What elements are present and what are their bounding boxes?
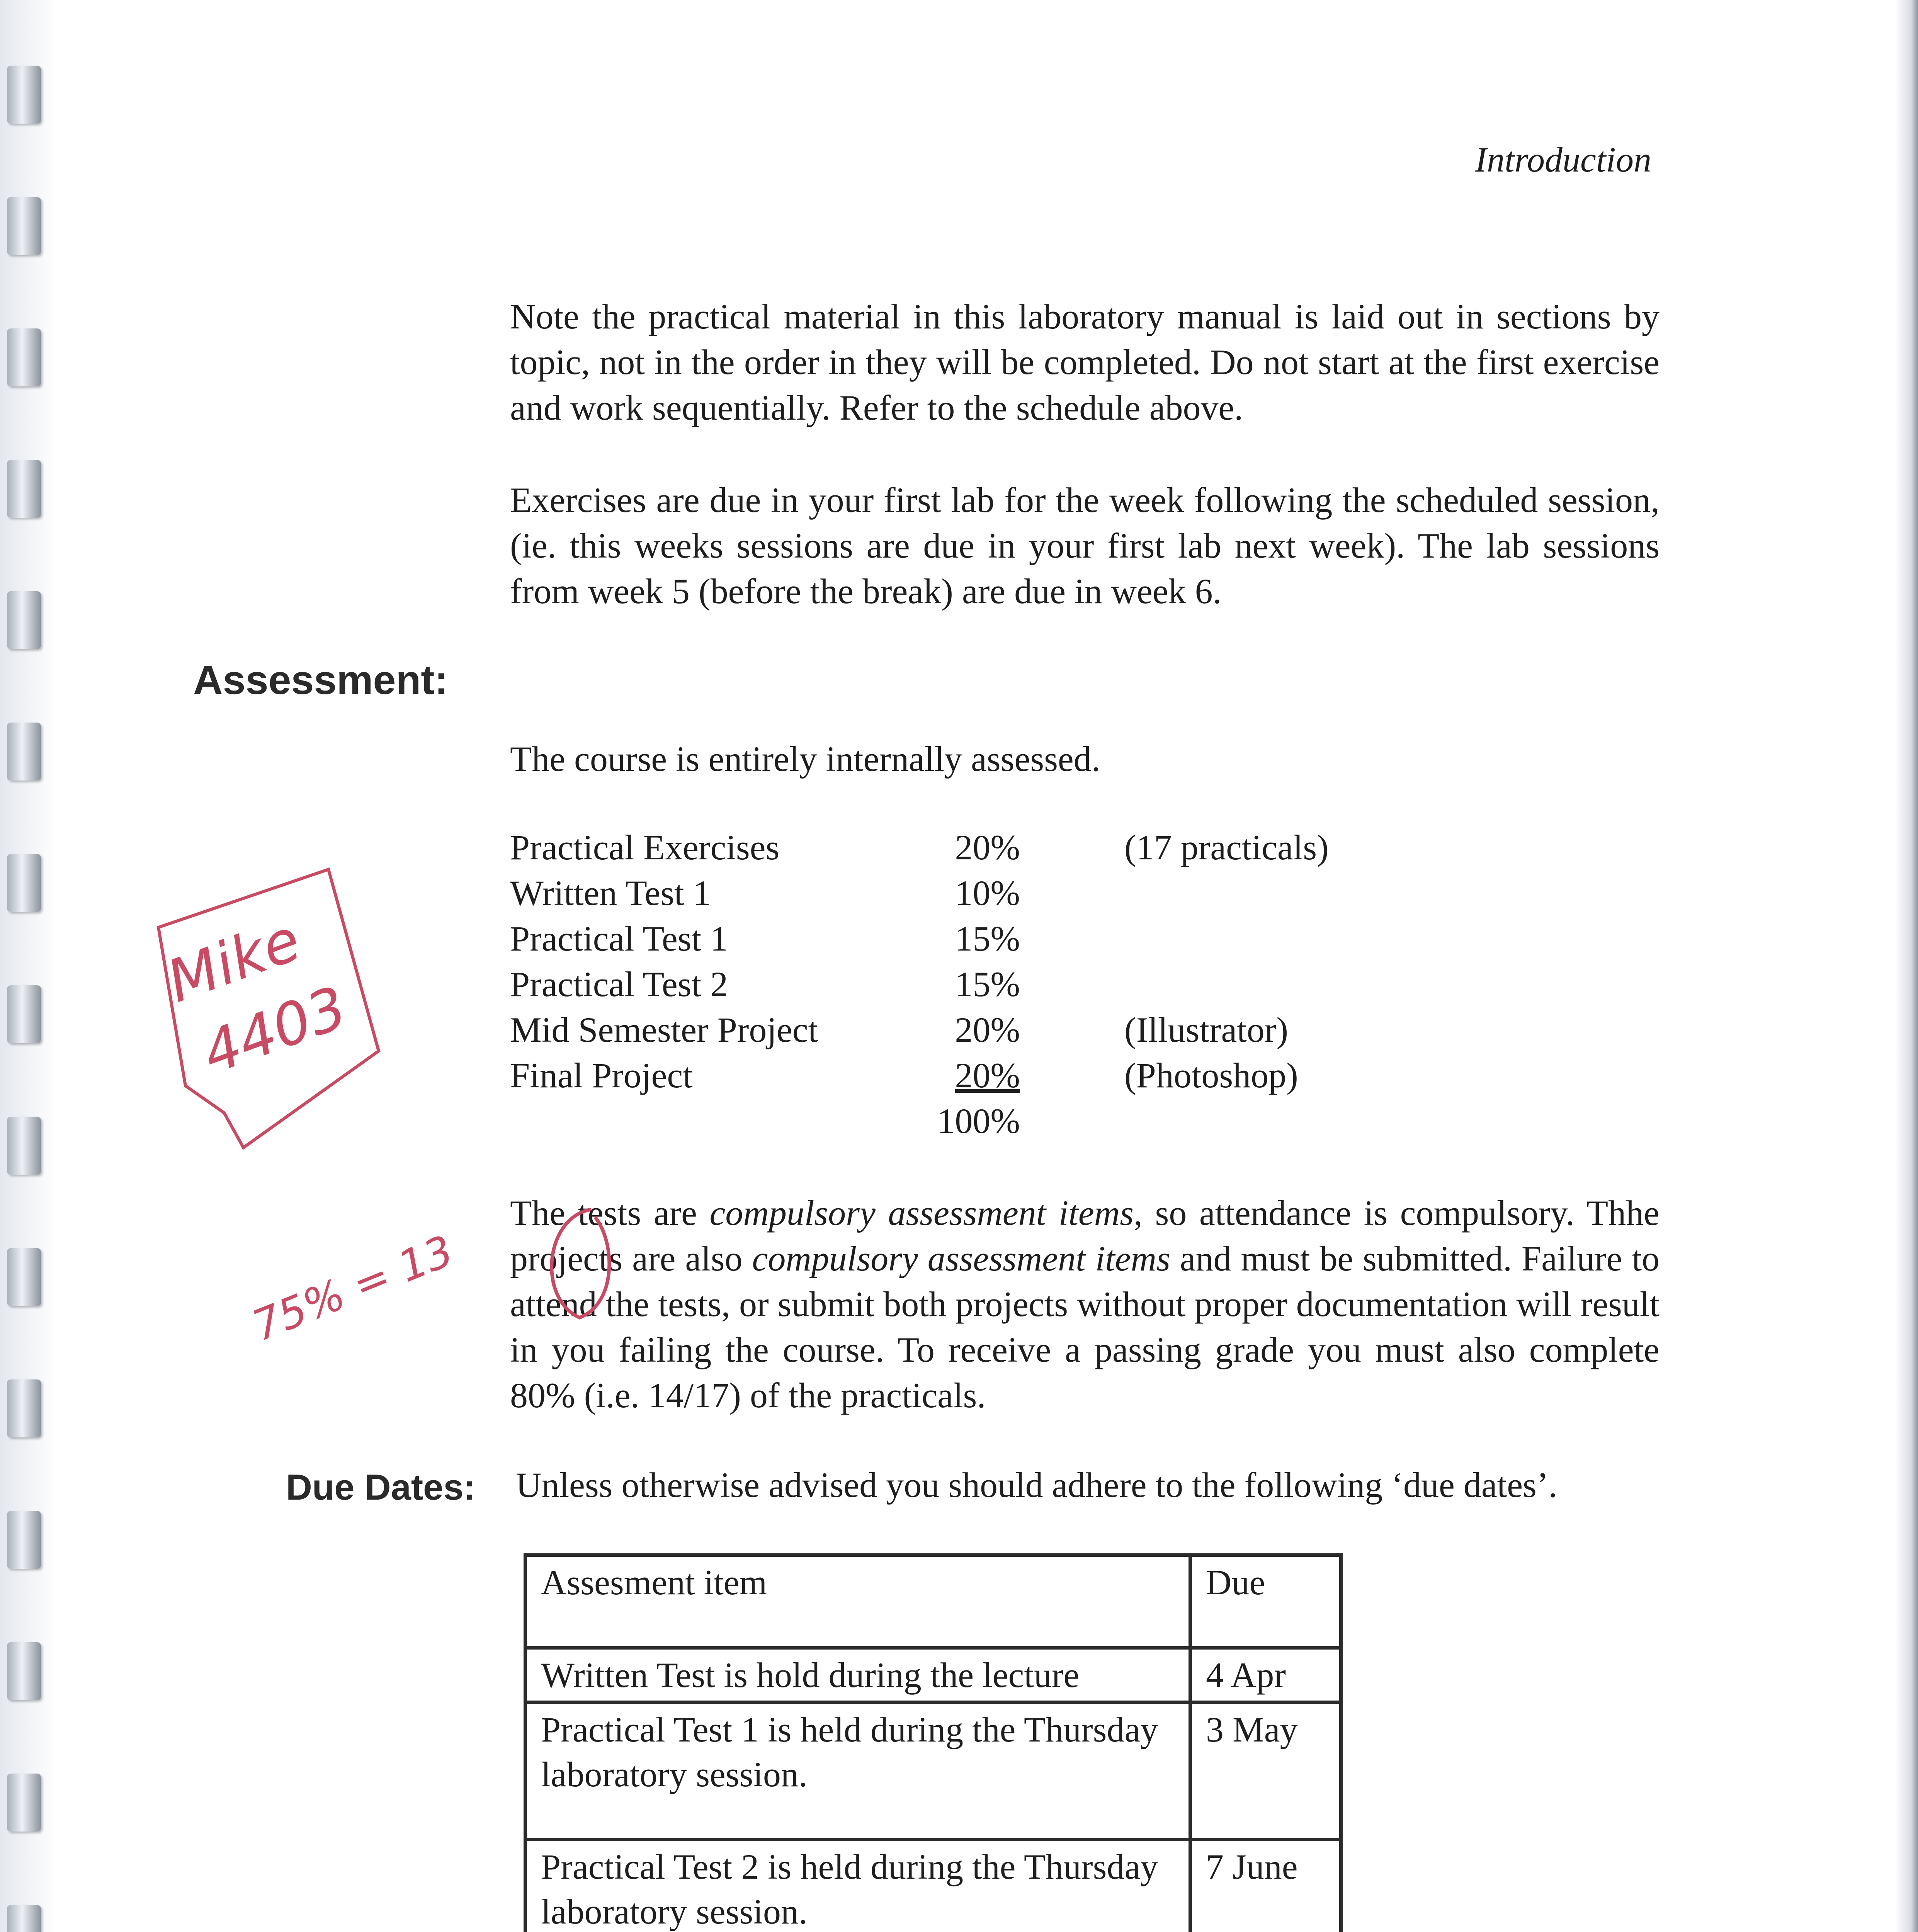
weight-item-comment: (Illustrator): [1124, 1010, 1289, 1049]
table-cell-item: Practical Test 2 is held during the Thursday laboratory session.: [525, 1840, 1190, 1932]
table-cell-item: Written Test is hold during the lecture: [525, 1648, 1190, 1702]
assessment-heading: Assessment:: [193, 657, 448, 703]
weight-item-percent: 20%: [955, 828, 1020, 867]
weight-item-comment: (17 practicals): [1124, 828, 1329, 867]
binding-ring: [7, 1642, 41, 1700]
weight-item-percent: 10%: [955, 873, 1020, 913]
weight-item-percent: 20%: [955, 1056, 1020, 1095]
binding-ring: [7, 197, 41, 255]
weight-item-name: Final Project: [510, 1056, 693, 1095]
table-row: [525, 1840, 1341, 1932]
binding-ring: [7, 723, 41, 781]
table-cell-due: 4 Apr: [1190, 1648, 1341, 1702]
due-dates-table: [524, 1553, 1343, 1932]
handwritten-note: 4403: [194, 973, 355, 1088]
handwritten-calculation: 75% = 13: [245, 1226, 460, 1351]
weight-item-name: Practical Test 2: [510, 964, 728, 1004]
binding-ring: [7, 985, 41, 1043]
weight-total: 100%: [937, 1101, 1020, 1141]
weight-item-name: Mid Semester Project: [510, 1010, 818, 1049]
intro-paragraph-2: Exercises are due in your first lab for the week following the scheduled session, (ie. this weeks sessions are due in your first lab next week). The lab sessions from week 5 (before the break) are due in week 6.: [510, 480, 1660, 611]
column-header-item: Assesment item: [525, 1555, 1190, 1648]
weight-item-name: Written Test 1: [510, 873, 711, 913]
compulsory-paragraph: [510, 1190, 1660, 1418]
binding-ring: [7, 854, 41, 912]
running-header: Introduction: [1475, 140, 1651, 179]
column-header-due: Due: [1190, 1555, 1341, 1648]
handwritten-note: Mike: [158, 906, 309, 1016]
weight-item-comment: (Photoshop): [1124, 1056, 1298, 1095]
table-cell-due: 3 May: [1190, 1702, 1341, 1840]
binding-ring: [7, 460, 41, 518]
table-cell-due: 7 June: [1190, 1840, 1341, 1932]
weight-item-percent: 20%: [955, 1010, 1020, 1049]
intro-paragraph-1: Note the practical material in this laboratory manual is laid out in sections by topic, not in the order in they will be completed. Do not start at the first exercise and work sequentially. Refer to the schedule above.: [510, 297, 1660, 427]
weight-item-name: Practical Test 1: [510, 919, 728, 958]
table-row: [525, 1648, 1341, 1702]
binding-ring: [7, 1379, 41, 1437]
binding-ring: [7, 1248, 41, 1306]
binding-ring: [7, 66, 41, 124]
handwritten-circle-annotation: [522, 1202, 638, 1325]
binding-ring: [7, 1117, 41, 1175]
table-cell-item: Practical Test 1 is held during the Thursday laboratory session.: [525, 1702, 1190, 1840]
assessment-intro: The course is entirely internally assessed.: [510, 739, 1100, 779]
table-header-row: [525, 1555, 1341, 1648]
binding-ring: [7, 1774, 41, 1832]
compulsory-emphasis: compulsory assessment items: [709, 1193, 1134, 1233]
weight-item-percent: 15%: [955, 964, 1020, 1004]
page-edge: [1895, 0, 1918, 1932]
binding-ring: [7, 1511, 41, 1569]
weight-item-name: Practical Exercises: [510, 828, 780, 867]
compulsory-text: and must be submitted. Failure to attend the tests, or submit both projects without proper documentation will result in you failing the course. To receive a passing grade you must also complete 80% (i.e. 14/17) of the practicals.: [510, 1239, 1660, 1415]
compulsory-emphasis: compulsory assessment items: [752, 1239, 1170, 1278]
binding-ring: [7, 591, 41, 649]
binding-ring: [7, 328, 41, 386]
weight-item-percent: 15%: [955, 919, 1020, 958]
due-dates-heading: Due Dates:: [286, 1467, 476, 1507]
table-row: [525, 1702, 1341, 1840]
due-dates-intro: Unless otherwise advised you should adhere to the following ‘due dates’.: [516, 1465, 1558, 1505]
compulsory-text: The tests are: [510, 1193, 710, 1233]
compulsory-text: , so attendance is compulsory. Thhe projects are also: [510, 1193, 1660, 1278]
binding-ring: [7, 1905, 41, 1932]
